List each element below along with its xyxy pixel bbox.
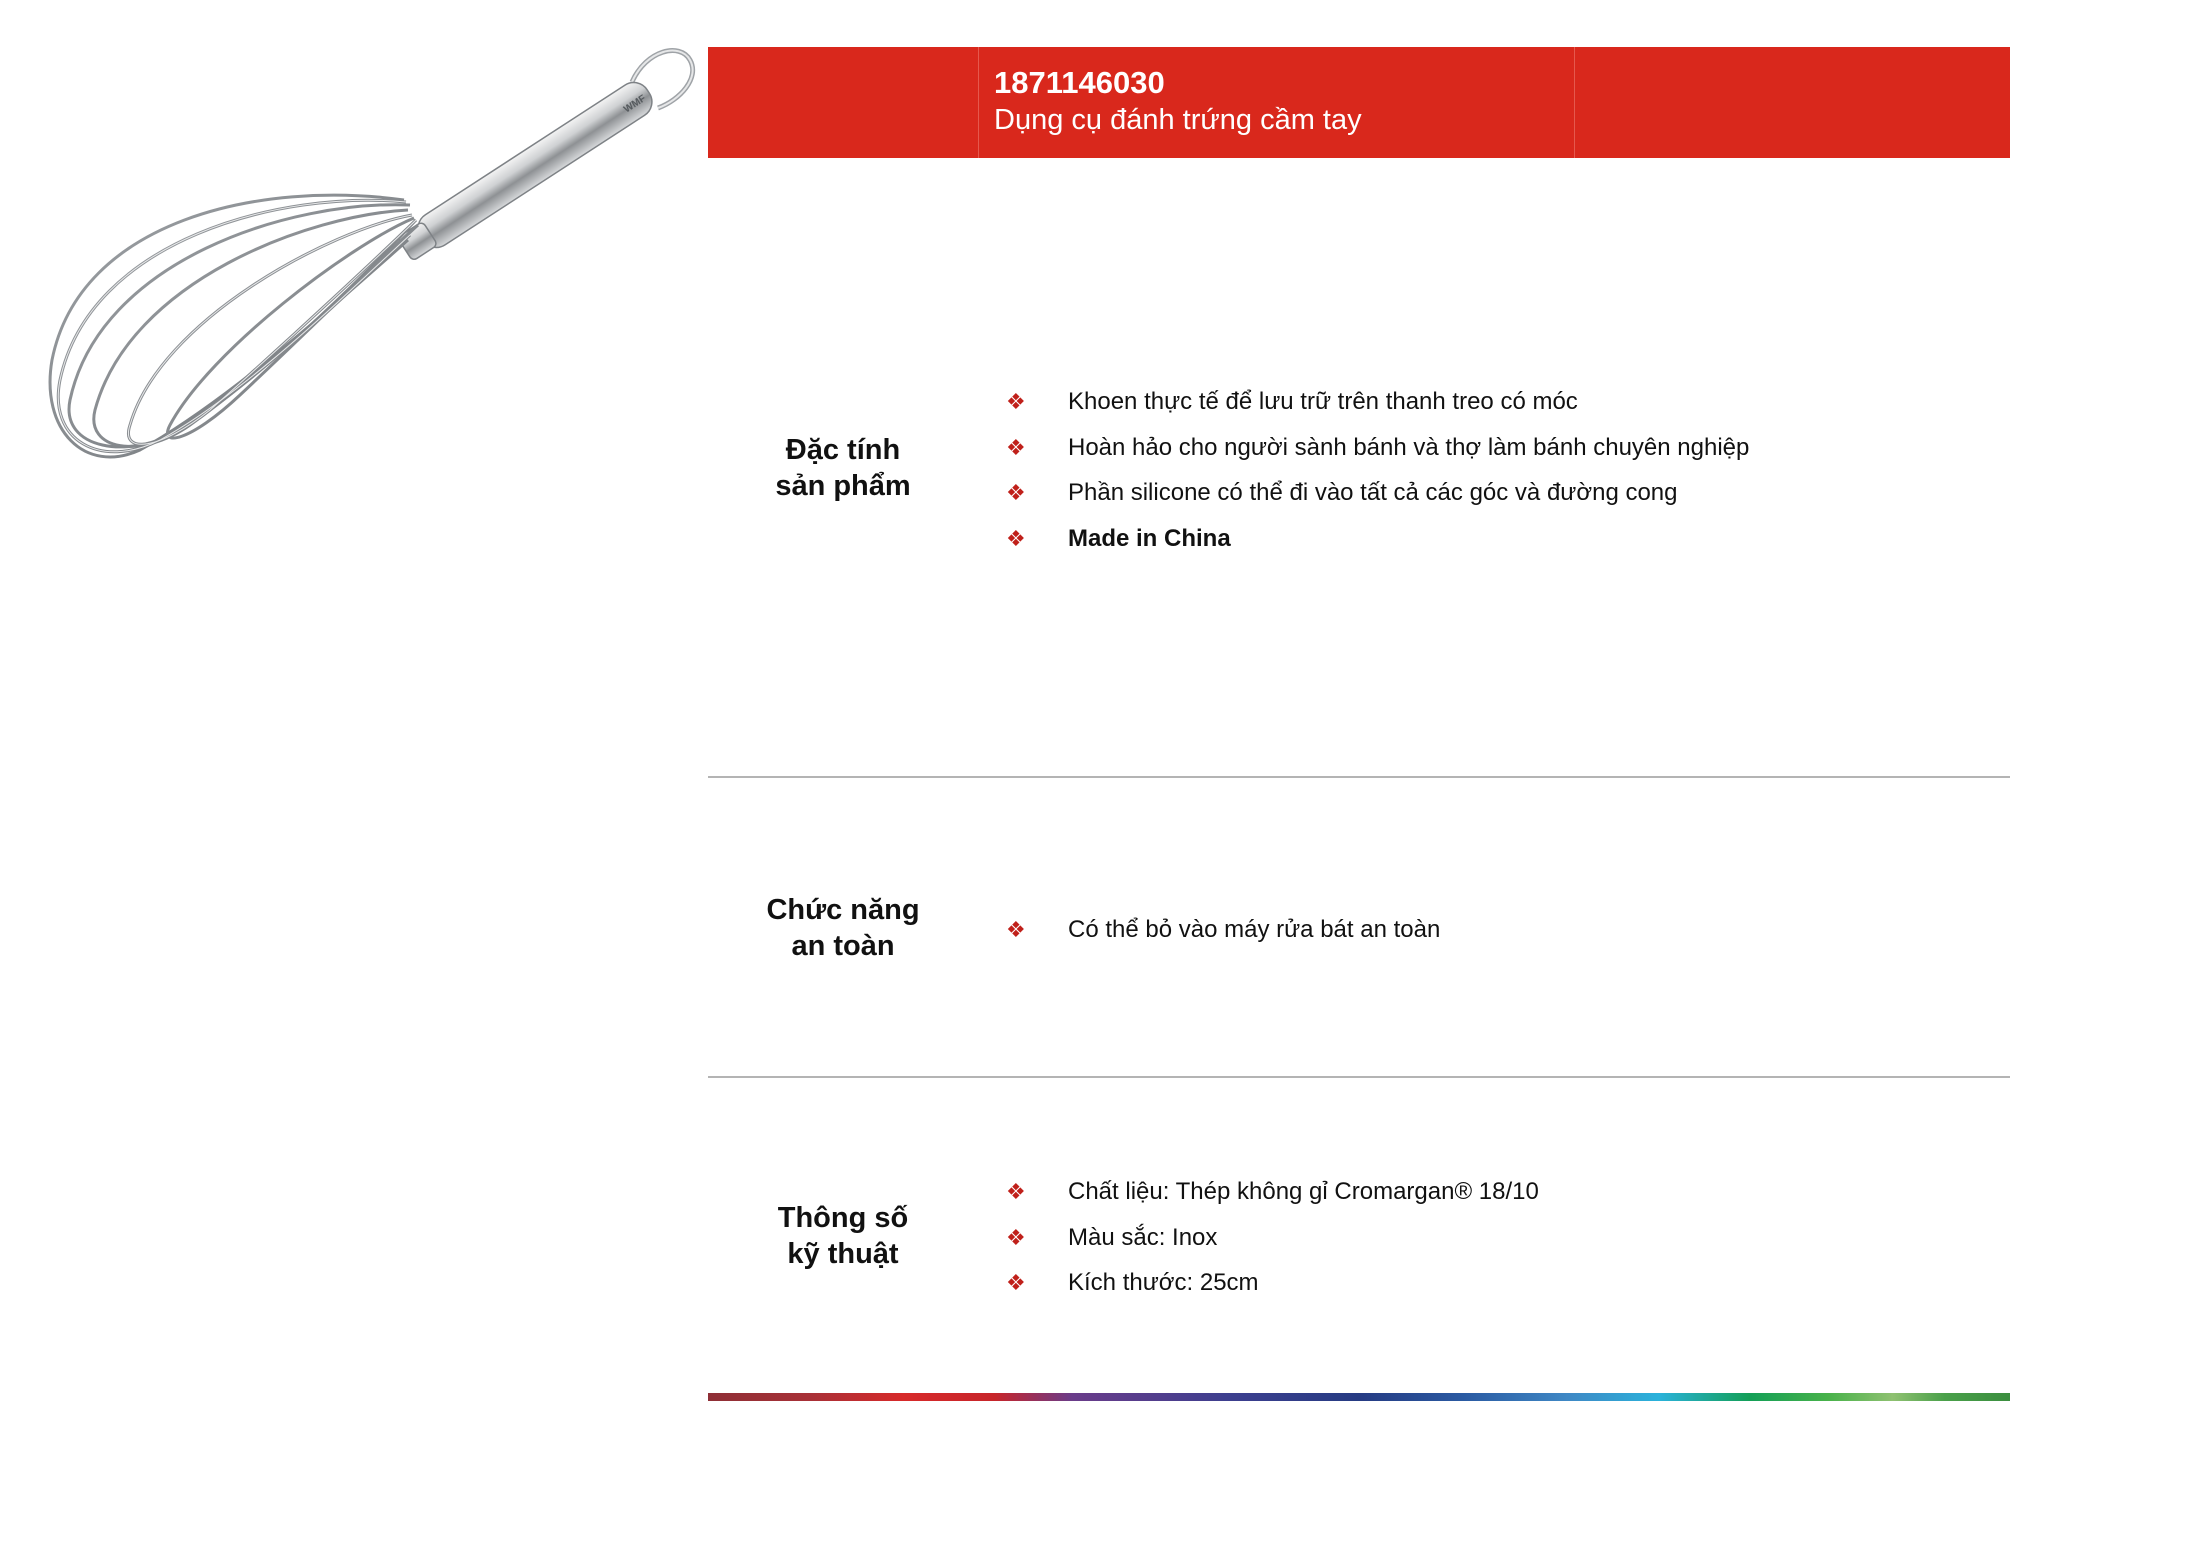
bullet-icon: ❖	[1006, 480, 1026, 505]
bullet-text: Chất liệu: Thép không gỉ Cromargan® 18/10	[1068, 1178, 1539, 1205]
bullet-icon: ❖	[1006, 1179, 1026, 1204]
bullet-text: Màu sắc: Inox	[1068, 1223, 1218, 1251]
section-title-safety	[708, 892, 978, 964]
section-title-line: kỹ thuật	[787, 1238, 899, 1270]
section-divider	[708, 776, 2010, 778]
section-title-line: Chức năng	[766, 894, 920, 926]
product-name: Dụng cụ đánh trứng cầm tay	[994, 104, 1362, 136]
product-image	[40, 30, 720, 500]
bullet-text-origin: Made in China	[1068, 524, 1231, 552]
bullet-icon: ❖	[1006, 434, 1026, 460]
section-title-features	[708, 432, 978, 504]
bullet-text: Hoàn hảo cho người sành bánh và thợ làm bánh chuyên nghiệp	[1068, 433, 1750, 461]
bullet-text: Có thể bỏ vào máy rửa bát an toàn	[1068, 916, 1441, 943]
section-title-line: an toàn	[791, 930, 895, 962]
bullet-icon: ❖	[1006, 917, 1026, 942]
bullet-text: Khoen thực tế để lưu trữ trên thanh treo có móc	[1068, 388, 1578, 415]
bullet-icon: ❖	[1006, 525, 1026, 551]
section-title-specs	[708, 1200, 978, 1272]
whisk-icon	[40, 30, 720, 500]
product-header-bar	[708, 47, 2010, 158]
section-title-line: Đặc tính	[785, 434, 901, 466]
brand-color-stripe	[708, 1393, 2010, 1401]
handle-logo: WMF	[621, 93, 648, 116]
header-divider	[1574, 47, 1575, 158]
section-divider	[708, 1076, 2010, 1078]
bullet-icon: ❖	[1006, 389, 1026, 414]
header-divider	[978, 47, 979, 158]
bullet-icon: ❖	[1006, 1224, 1026, 1250]
section-title-line: Thông số	[777, 1202, 909, 1234]
bullet-icon: ❖	[1006, 1270, 1026, 1295]
product-code: 1871146030	[994, 65, 1165, 100]
bullet-text: Phần silicone có thể đi vào tất cả các góc và đường cong	[1068, 479, 1678, 506]
bullet-text: Kích thước: 25cm	[1068, 1269, 1259, 1296]
section-title-line: sản phẩm	[775, 470, 911, 502]
